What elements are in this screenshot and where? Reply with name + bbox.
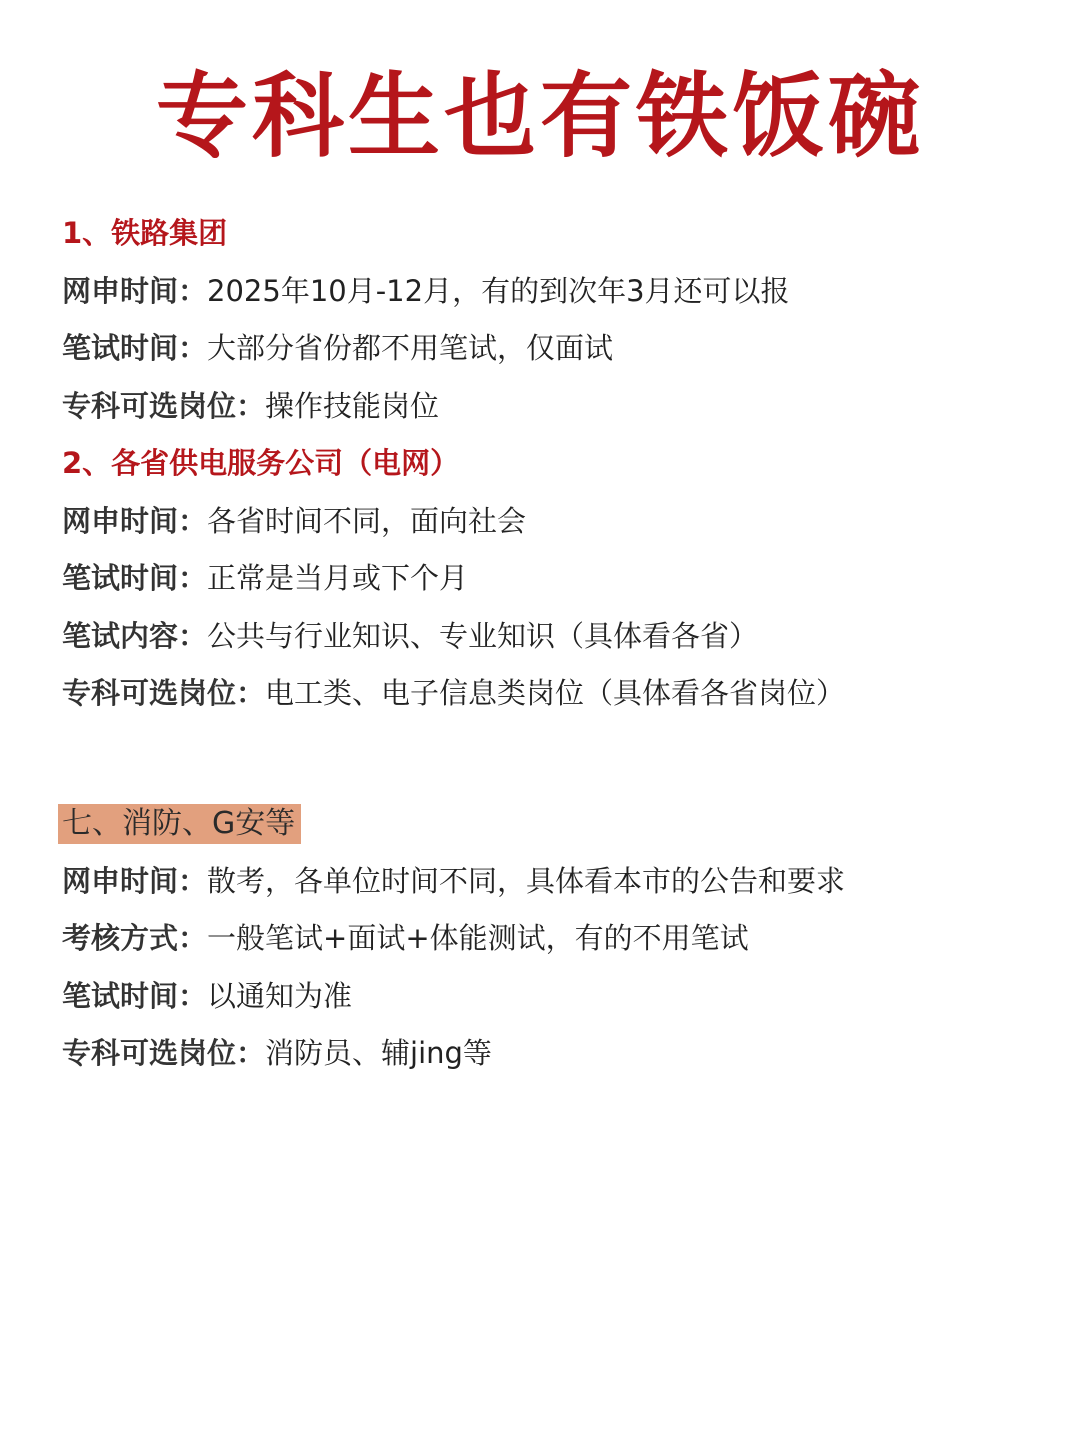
row-value: 以通知为准 <box>207 978 353 1013</box>
info-row <box>62 1025 1042 1083</box>
section-heading-fire-police: 七、消防、G安等 <box>58 804 301 844</box>
info-row <box>62 968 1042 1026</box>
row-value: 一般笔试+面试+体能测试，有的不用笔试 <box>207 921 749 955</box>
section-heading-power-grid: 2、各省供电服务公司（电网） <box>62 446 460 480</box>
row-value: 2025年10月-12月，有的到次年3月还可以报 <box>207 273 790 308</box>
row-value: 散考，各单位时间不同，具体看本市的公告和要求 <box>207 863 846 898</box>
section-heading-fire-police-wrap <box>62 793 1042 853</box>
info-row <box>62 550 1042 608</box>
row-value: 大部分省份都不用笔试，仅面试 <box>207 331 614 365</box>
info-row <box>62 263 1042 321</box>
row-value: 消防员、辅jing等 <box>265 1036 492 1070</box>
row-label: 专科可选岗位： <box>62 1036 266 1070</box>
row-value: 正常是当月或下个月 <box>207 561 469 595</box>
row-label: 考核方式： <box>62 921 208 955</box>
row-label: 笔试时间： <box>62 978 208 1013</box>
section-heading-railway: 1、铁路集团 <box>62 216 228 250</box>
row-value: 各省时间不同，面向社会 <box>207 503 527 538</box>
info-row <box>62 910 1042 968</box>
info-row <box>62 320 1042 378</box>
section-spacer <box>62 723 1042 793</box>
info-row <box>62 493 1042 551</box>
info-row <box>62 665 1042 723</box>
info-row <box>62 378 1042 436</box>
row-label: 笔试内容： <box>62 618 208 653</box>
row-label: 专科可选岗位： <box>62 676 266 710</box>
row-label: 网申时间： <box>62 503 208 538</box>
row-label: 网申时间： <box>62 273 208 308</box>
row-label: 笔试时间： <box>62 331 208 365</box>
page-title: 专科生也有铁饭碗 <box>155 63 924 170</box>
article-body <box>62 205 1042 1083</box>
row-value: 电工类、电子信息类岗位（具体看各省岗位） <box>265 676 846 710</box>
row-value: 公共与行业知识、专业知识（具体看各省） <box>207 618 759 653</box>
row-value: 操作技能岗位 <box>265 388 440 423</box>
row-label: 网申时间： <box>62 863 208 898</box>
info-row <box>62 608 1042 666</box>
row-label: 笔试时间： <box>62 561 208 595</box>
info-row <box>62 853 1042 911</box>
row-label: 专科可选岗位： <box>62 388 266 423</box>
